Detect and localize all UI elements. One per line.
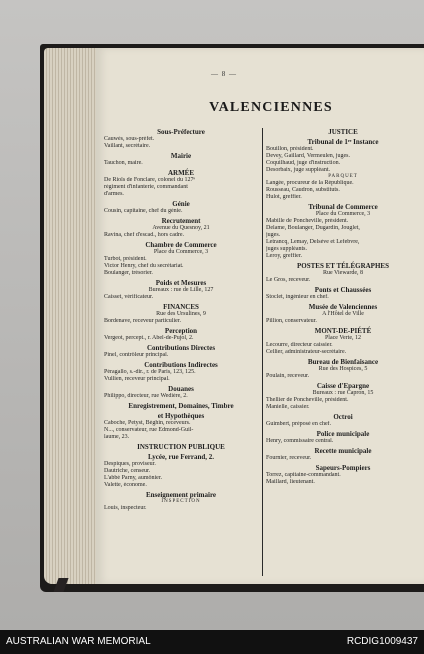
entry-line: Bordenave, receveur particulier.	[104, 318, 181, 324]
entry-line: Cousin, capitaine, chef du génie.	[104, 208, 183, 214]
entry-line: régiment d'infanterie, commandant	[104, 184, 188, 190]
entry-line: Manielle, caissier.	[266, 404, 310, 410]
entry-line: Thellier de Poncheville, président.	[266, 397, 349, 403]
entry-line: Caisset, vérificateur.	[104, 294, 154, 300]
section-heading: Poids et Mesures	[155, 279, 207, 287]
section-heading: Recette municipale	[314, 447, 372, 455]
section-heading: Octroi	[333, 413, 353, 421]
section-heading: Contributions Directes	[146, 344, 216, 352]
entry-line: Victor Henry, chef du secrétariat.	[104, 263, 184, 269]
section-heading: ARMÉE	[167, 169, 195, 177]
section-heading: Contributions Indirectes	[144, 361, 218, 369]
section-heading: Enregistrement, Domaines, Timbre	[128, 402, 234, 410]
section-heading: et Hypothèques	[157, 412, 205, 420]
section-heading: Tribunal de Commerce	[308, 203, 378, 211]
section-heading: Enseignement primaire	[145, 491, 217, 499]
footer-credit: AUSTRALIAN WAR MEMORIAL	[6, 636, 151, 647]
entry-line: De Riols de Fonclare, colonel du 127ᵉ	[104, 177, 196, 183]
section-heading: FINANCES	[163, 303, 199, 311]
address-line: Rue Viewarde, 8	[322, 270, 364, 276]
entry-line: INSPECTION	[161, 499, 201, 504]
entry-line: Pillion, conservateur.	[266, 318, 317, 324]
entry-line: Dautriche, censeur.	[104, 468, 151, 474]
footer-id: RCDIG1009437	[346, 636, 418, 647]
entry-line: Guimbert, préposé en chef.	[266, 421, 332, 427]
section-heading: Mairie	[170, 152, 192, 160]
section-heading: Caisse d'Epargne	[316, 382, 370, 390]
section-heading: Perception	[164, 327, 198, 335]
section-heading: Génie	[172, 200, 190, 208]
section-heading: MONT-DE-PIÉTÉ	[314, 327, 372, 335]
address-line: Place du Commerce, 3	[153, 249, 209, 255]
entry-line: Philippo, directeur, rue Wedière, 2.	[104, 393, 188, 399]
entry-line: Valette, économe.	[104, 482, 147, 488]
entry-line: Turbot, président.	[104, 256, 147, 262]
entry-line: Cauwès, sous-préfet.	[104, 136, 155, 142]
entry-line: Henry, commissaire central.	[266, 438, 334, 444]
page-title: VALENCIENNES	[209, 100, 333, 115]
entry-line: PARQUET	[328, 174, 358, 179]
entry-line: Mabille de Poncheville, président.	[266, 218, 349, 224]
section-heading: POSTES ET TÉLÉGRAPHES	[297, 262, 389, 270]
entry-line: Coquilhaud, juge d'instruction.	[266, 160, 341, 166]
entry-line: Boulanger, trésorier.	[104, 270, 153, 276]
section-heading: Recrutement	[161, 217, 201, 225]
address-line: A l'Hôtel de Ville	[322, 311, 364, 317]
entry-line: Rousseau, Caudron, substituts.	[266, 187, 340, 193]
entry-line: Vaillant, secrétaire.	[104, 143, 151, 149]
entry-line: Péragallo, s.-dir., r. de Paris, 123, 125.	[104, 369, 196, 375]
section-heading: Police municipale	[316, 430, 370, 438]
entry-line: Vullien, receveur principal.	[104, 376, 170, 382]
footer-bar	[0, 630, 424, 654]
entry-line: Bouillon, président.	[266, 146, 314, 152]
entry-line: Maillard, lieutenant.	[266, 479, 315, 485]
entry-line: d'armes.	[104, 191, 124, 197]
left-column	[104, 126, 258, 512]
section-heading: Musée de Valenciennes	[308, 303, 378, 311]
section-heading: Sapeurs-Pompiers	[315, 464, 371, 472]
section-heading: Douanes	[168, 385, 194, 393]
entry-line: N..., conservateur, rue Edmond-Guil-	[104, 427, 194, 433]
address-line: Rue des Hospices, 5	[318, 366, 368, 372]
entry-line: Le Gros, receveur.	[266, 277, 311, 283]
entry-line: Leroy, greffier.	[266, 253, 302, 259]
entry-line: Tauchon, maire.	[104, 160, 143, 166]
entry-line: Poulain, receveur.	[266, 373, 310, 379]
entry-line: juges.	[266, 232, 281, 238]
address-line: Place du Commerce, 3	[315, 211, 371, 217]
entry-line: Langée, procureur de la République.	[266, 180, 354, 186]
entry-line: Ravina, chef d'escad., hors cadre.	[104, 232, 185, 238]
entry-line: Despiques, proviseur.	[104, 461, 156, 467]
entry-line: Louis, inspecteur.	[104, 505, 147, 511]
address-line: Bureaux : rue de Lille, 127	[148, 287, 214, 293]
section-heading: Chambre de Commerce	[145, 241, 217, 249]
address-line: Rue des Ursulines, 9	[156, 311, 206, 317]
section-heading: Lycée, rue Ferrand, 2.	[147, 453, 215, 461]
section-heading: Tribunal de 1ʳᵉ Instance	[307, 138, 379, 146]
entry-line: laume, 23.	[104, 434, 130, 440]
entry-line: L'abbé Parny, aumônier.	[104, 475, 163, 481]
section-heading: Bureau de Bienfaisance	[307, 358, 379, 366]
column-divider	[262, 128, 263, 576]
entry-line: Desorbaix, juge suppléant.	[266, 167, 330, 173]
address-line: Bureaux : rue Capron, 15	[312, 390, 374, 396]
entry-line: Cellier, administrateur-secrétaire.	[266, 349, 347, 355]
entry-line: Lecourre, directeur caissier.	[266, 342, 333, 348]
entry-line: Hulot, greffier.	[266, 194, 302, 200]
address-line: Avenue du Quesnoy, 21	[152, 225, 210, 231]
entry-line: Torrez, capitaine-commandant.	[266, 472, 341, 478]
entry-line: Delame, Boulanger, Dugardin, Jouglet,	[266, 225, 360, 231]
entry-line: Caboche, Petyst, Béghin, receveurs.	[104, 420, 191, 426]
page-number: — 8 —	[211, 70, 237, 78]
entry-line: juges suppléants.	[266, 246, 307, 252]
address-line: Place Verte, 12	[324, 335, 362, 341]
section-heading: Ponts et Chaussées	[314, 286, 372, 294]
section-heading: INSTRUCTION PUBLIQUE	[137, 443, 225, 451]
section-heading: JUSTICE	[328, 128, 358, 136]
entry-line: Pinel, contrôleur principal.	[104, 352, 169, 358]
entry-line: Vergeot, percept., r. Abel-de-Pujol, 2.	[104, 335, 194, 341]
entry-line: Devey, Gaillard, Vermeulen, juges.	[266, 153, 350, 159]
entry-line: Stoclet, ingénieur en chef.	[266, 294, 329, 300]
entry-line: Fournier, receveur.	[266, 455, 312, 461]
entry-line: Letrancq, Lemay, Delsève et Lefebvre,	[266, 239, 360, 245]
right-column	[266, 126, 420, 486]
book-page	[96, 48, 424, 584]
section-heading: Sous-Préfecture	[157, 128, 205, 136]
